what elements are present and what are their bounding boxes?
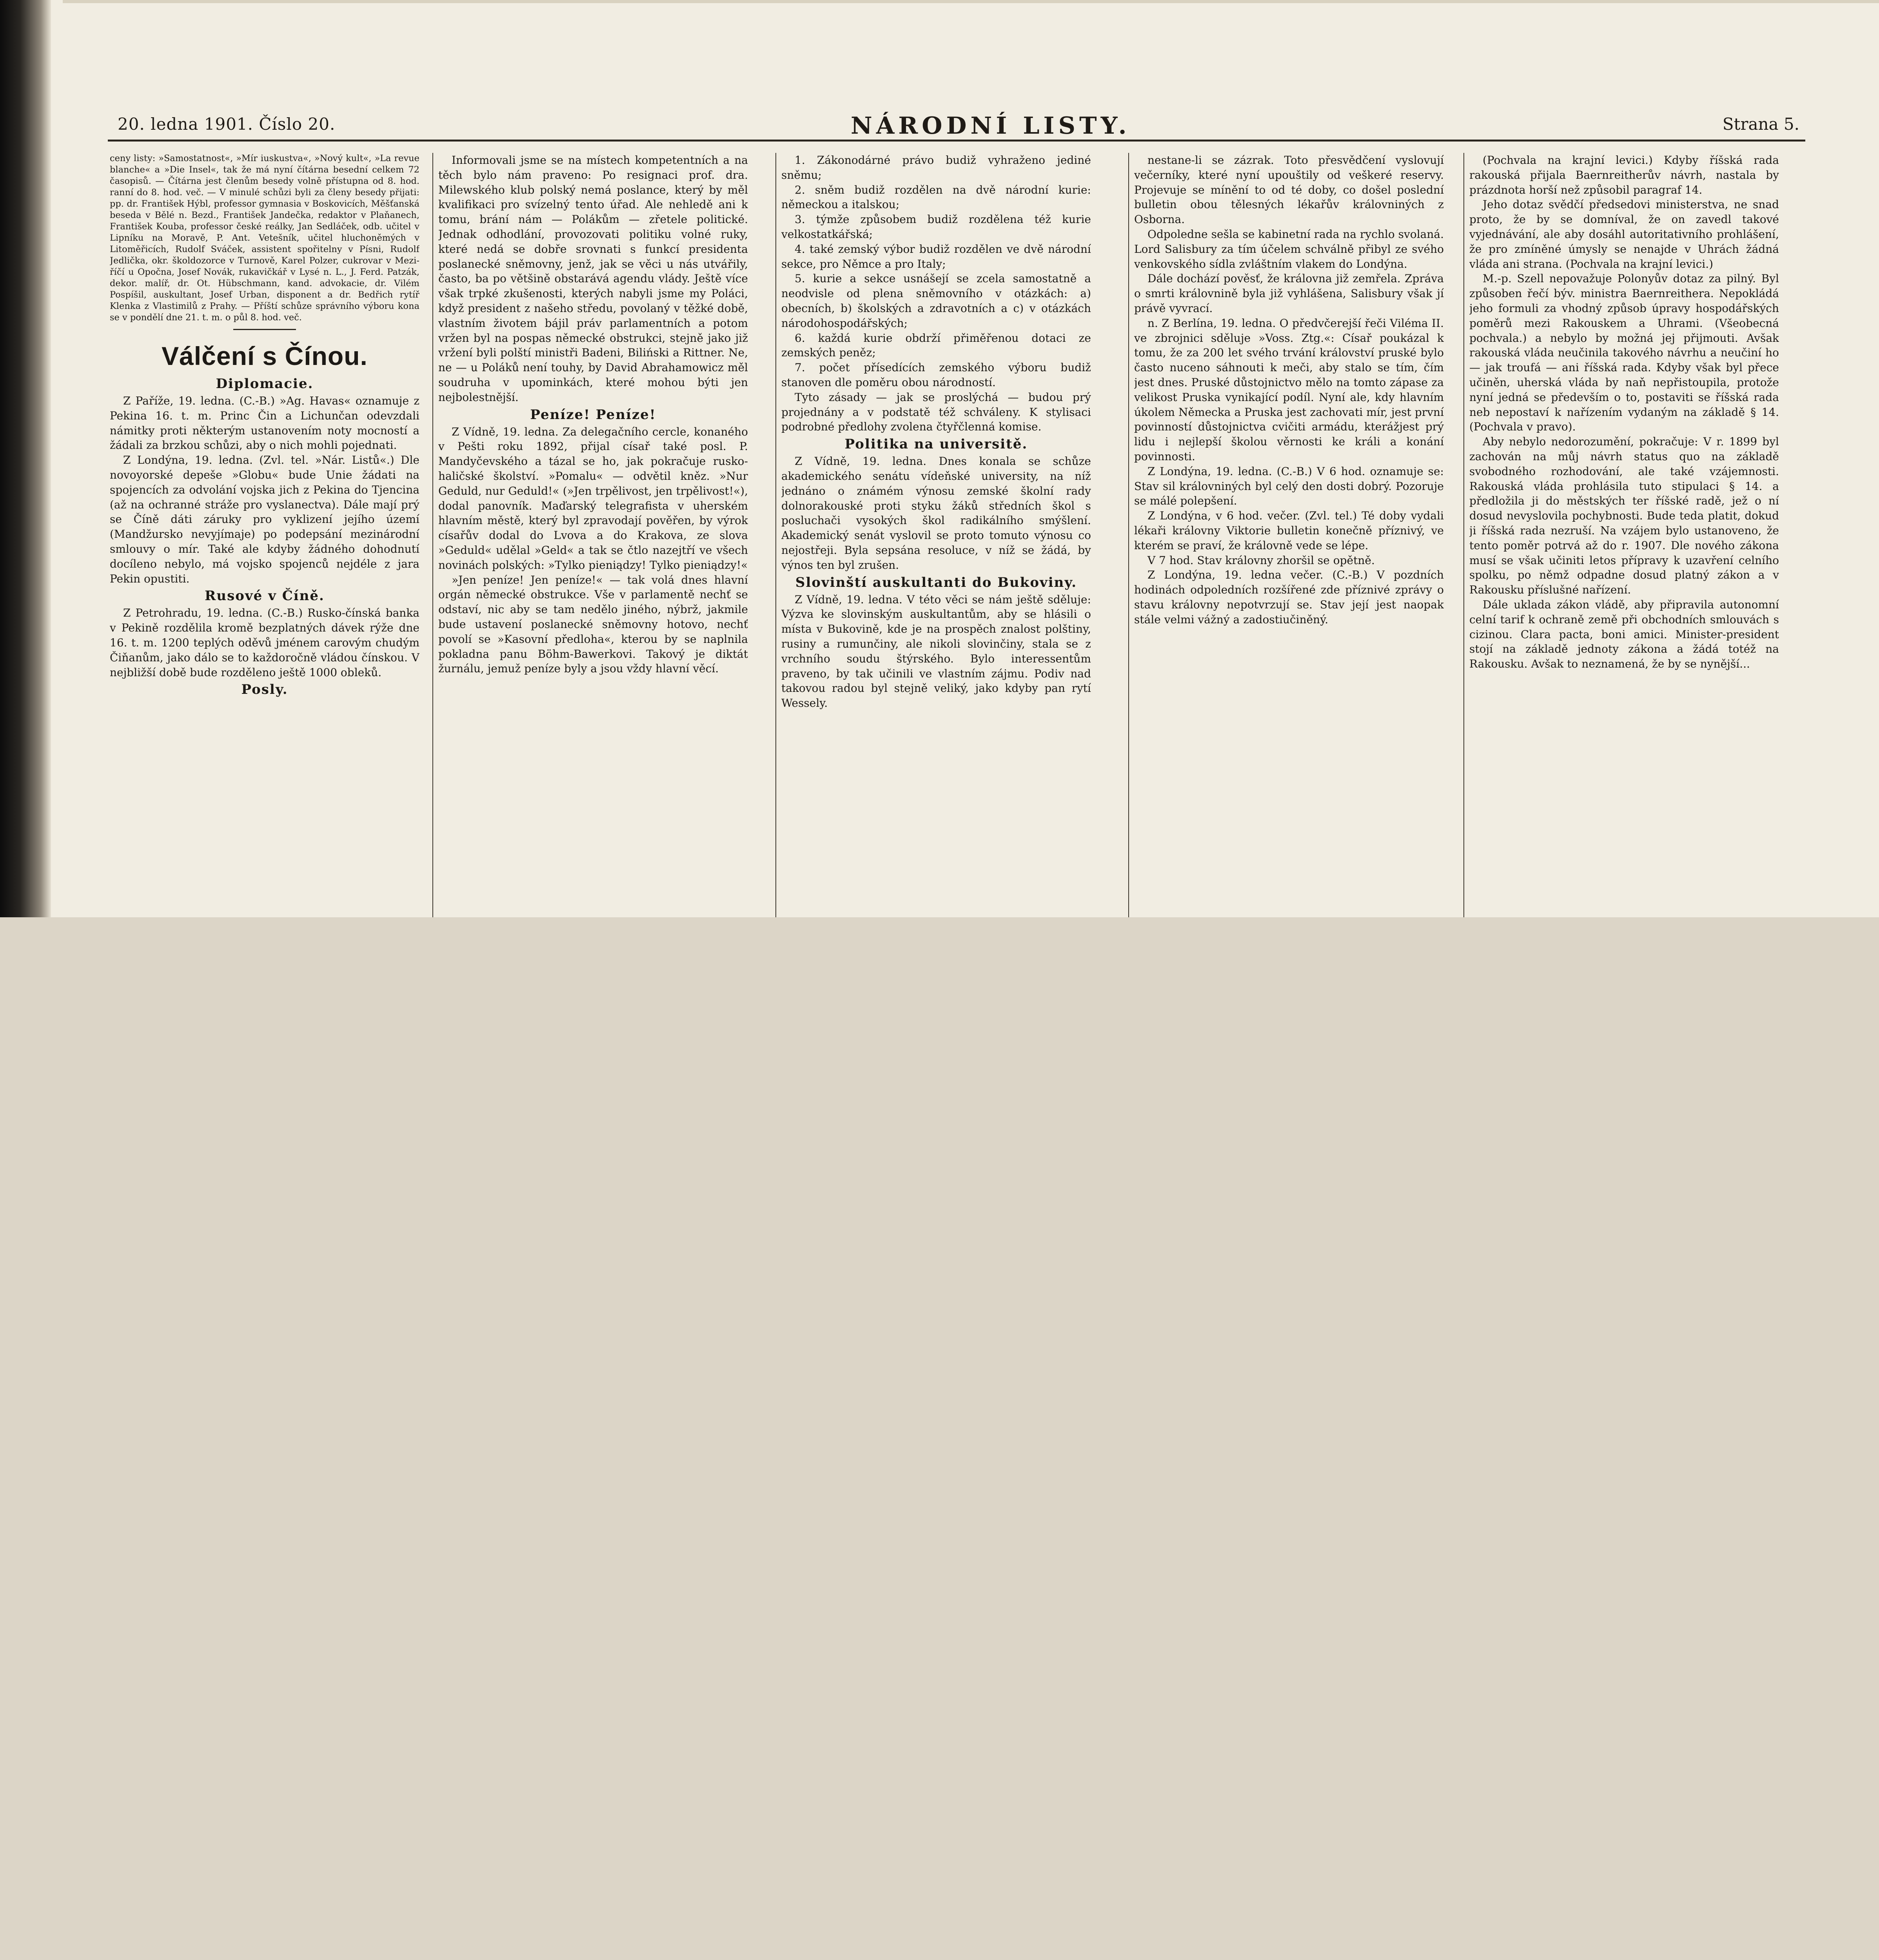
paragraph: Z Londýna, v 6 hod. večer. (Zvl. tel.) Té doby vydali lékaři královny Viktorie bulletin konečně příznivý, ve kterém se praví, že královně vede se lépe.	[1134, 509, 1444, 552]
paragraph: 4. také zemský výbor budiž rozdělen ve dvě národní sekce, pro Němce a pro Italy;	[781, 242, 1091, 270]
section-heading-war: Válčení s Čínou.	[162, 341, 368, 370]
paragraph: Aby nebylo nedorozumění, pokračuje: V r. 1899 byl zachován na můj návrh status quo na základě svobodného rozhodování, ale také vzájemnosti. Rakouská vláda prohlásila tuto stipulaci § 14. a předložila ji do městských ter říšské radě, jež o ní dosud nevyslovila pochybnosti. Bude teda platit, dokud ji říšská rada nezruší. Na vzájem bylo ustanoveno, že tento poměr potrvá až do r. 1907. Dle nového zákona musí se však učiniti letos přípravy k uzavření celního spolku, po němž odpadne dosud platný zákon a v Rakousku příslušné nařízení.	[1469, 435, 1779, 597]
paragraph: 5. kurie a sekce usnášejí se zcela samostatně a neodvisle od plena sněmovního v otázkách: a) obecních, b) školských a zdravotních a c) v otázkách národohospodářských;	[781, 272, 1091, 330]
column-divider	[432, 153, 433, 917]
top-edge	[63, 0, 1879, 3]
subheading-university-politics: Politika na universitě.	[844, 436, 1028, 452]
paragraph: Dále dochází pověsť, že královna již zemřela. Zpráva o smrti královnině byla již vyhlášena, Salisbury však jí právě vyvrací.	[1134, 272, 1444, 315]
running-header	[118, 114, 1799, 138]
paragraph: Z Londýna, 19. ledna. (Zvl. tel. »Nár. Listů«.) Dle novoyorské depeše »Globu« bude Unie žádati na spojencích za odvolání vojska jich z Pekina do Tjencina (až na ochranné stráže pro vyslanectva). Dále mají prý se Číně dáti záruky pro vyklizení jejího území (Mandžursko nevyjímaje) po podepsání mezinárodní smlouvy o mír. Také ale kdyby žádného dohodnutí docíleno nebylo, má vojsko spojenců nejdéle z jara Pekin opustiti.	[110, 454, 419, 585]
paragraph: Tyto zásady — jak se proslýchá — budou prý projednány a v podstatě též schváleny. K stylisaci podrobné předlohy zvolena čtyřčlenná komise.	[781, 390, 1091, 434]
paragraph: 3. týmže způsobem budiž rozdělena též kurie velkostatkářská;	[781, 213, 1091, 241]
subheading-envoys: Posly.	[241, 682, 288, 698]
paragraph: ceny listy: »Samostatnost«, »Mír iuskustva«, »Nový kult«, »La revue blanche« a »Die Insel«, tak že má nyní čítárna besední celkem 72 časopisů. — Čítárna jest členům besedy volně přístupna od 8. hod. ranní do 8. hod. več. — V minulé schůzi byli za členy besedy přijati: pp. dr. František Hýbl, professor gymnasia v Boskovicích, Měšťanská beseda v Bělé n. Bezd., František Jandečka, redaktor v Plaňanech, František Kouba, professor české reálky, Jan Sedláček, odb. učitel v Lipníku na Moravě, P. Ant. Vetešník, učitel hluchoněmých v Litoměřicích, Rudolf Sváček, assistent spořitelny v Písni, Rudolf Jedlička, okr. školdozorce v Turnově, Karel Polzer, cukrovar v Mezi-říčí u Opočna, Josef Novák, rukavičkář v Lysé n. L., J. Ferd. Patzák, dekor. malíř, dr. Ot. Hübschmann, kand. advokacie, dr. Vilém Pospíšil, auskultant, Josef Urban, disponent a dr. Bedřich rytíř Klenka z Vlastimilů z Prahy. — Příští schůze správního výboru kona se v pondělí dne 21. t. m. o půl 8. hod. več.	[110, 153, 419, 323]
paragraph: Dále uklada zákon vládě, aby připravila autonomní celní tarif k ochraně země při obchodních smlouvách s cizinou. Clara pacta, boni amici. Minister-president stojí na základě jednoty zákona a žádá totéž na Rakousku. Avšak to neznamená, že by se nynější...	[1469, 598, 1779, 671]
paragraph: Z Vídně, 19. ledna. V této věci se nám ještě sděluje: Výzva ke slovinským auskultantům, aby se hlásili o místa v Bukovině, kde je na prospěch znalost polštiny, rusiny a rumunčiny, ale nikoli slovinčiny, stala se z vrchního soudu štýrského. Bylo interessentům praveno, by tak učinili ve vlastním zájmu. Podiv nad takovou radou byl stejně veliký, jako kdyby pan rytí Wessely.	[781, 593, 1091, 710]
paragraph: M.-p. Szell nepovažuje Polonyův dotaz za pilný. Byl způsoben řečí býv. ministra Baernreithera. Nepokládá jeho formuli za vhodný způsob úpravy hospodářských poměrů mezi Rakouskem a Uhrami. (Všeobecná pochvala.) a nebylo by možná jej přijmouti. Avšak rakouská vláda neučinila takového návrhu a neučiní ho — jak troufá — ani říšská rada. Kdyby však byl přece učiněn, uherská vláda by naň nepřistoupila, protože nyní jedná se především o to, postaviti se říšská rada neb nepostaví k nařízením vydaným na základě § 14. (Pochvala v pravo).	[1469, 272, 1779, 434]
column-1	[110, 153, 419, 917]
paragraph: Z Londýna, 19. ledna večer. (C.-B.) V pozdních hodinách odpoledních rozšířené zde příznivé zprávy o stavu královny nepotvrzují se. Stav její jest naopak stále velmi vážný a zadostiučiněný.	[1134, 568, 1444, 626]
paragraph: 1. Zákonodárné právo budiž vyhraženo jediné sněmu;	[781, 154, 1091, 181]
page-number: Strana 5.	[1722, 114, 1799, 134]
subheading-slovene-auscultants: Slovinští auskultanti do Bukoviny.	[795, 574, 1077, 590]
paragraph: »Jen peníze! Jen peníze!« — tak volá dnes hlavní orgán německé obstrukce. Vše v parlamentě nechť se odstaví, nic aby se tam nedělo jiného, nýbrž, jakmile bude ustavení poslanecké sněmovny hotovo, nechť povolí se »Kasovní předloha«, kterou by se naplnila pokladna panu Böhm-Bawerkovi. Takový je diktát žurnálu, jemuž peníze byly a jsou vždy hlavní věcí.	[438, 573, 748, 675]
paragraph: Informovali jsme se na místech kompetentních a na těch bylo nám praveno: Po resignaci prof. dra. Milewského klub polský nemá poslance, který by měl kvalifikaci pro svízelný tento úřad. Ale nehledě ani k tomu, brání nám — Polákům — zřetele politické. Jednak odhodlání, provozovati politiku volné ruky, které nedá se dobře srovnati s funkcí presidenta poslanecké sněmovny, jenž, jak se věci u nás utvářily, často, ba po většině obstarává agendu vlády. Ještě více však trpké zkušenosti, kterých nabyli jsme my Poláci, když president z našeho středu, povolaný v těžké době, vlastním životem bájil práv parlamentních a potom vržen byl na pospas německé obstrukci, stejně jako již vržení byli polští ministři Badeni, Biliński a Rittner. Ne, ne — u Poláků není touhy, by David Abrahamowicz měl soudruha v upominkách, které mohou býti jen nejbolestnější.	[438, 154, 748, 404]
paragraph: (Pochvala na krajní levici.) Kdyby říšská rada rakouská přijala Baernreitherův návrh, nastala by prázdnota horší než způsobil paragraf 14.	[1469, 154, 1779, 196]
column-2	[438, 153, 748, 917]
paragraph: nestane-li se zázrak. Toto přesvědčení vyslovují večerníky, které nyní upouštily od veškeré reservy. Projevuje se mínění to od té doby, co došel poslední bulletin obou tělesných lékařův královniných z Osborna.	[1134, 154, 1444, 226]
book-binding-edge	[0, 0, 51, 917]
paragraph: 6. každá kurie obdrží přiměřenou dotaci ze zemských peněz;	[781, 331, 1091, 359]
column-3	[781, 153, 1091, 917]
paragraph: Jeho dotaz svědčí předsedovi ministerstva, ne snad proto, že by se domníval, že on zavedl takové vyjednávání, ale aby dosáhl autoritativního prohlášení, že pro zmíněné úmysly se nenajde v Uhrách žádná vláda ani strana. (Pochvala na krajní levici.)	[1469, 198, 1779, 270]
issue-date: 20. ledna 1901. Číslo 20.	[118, 114, 336, 134]
subheading-diplomacy: Diplomacie.	[216, 376, 314, 392]
section-rule	[233, 329, 296, 330]
paragraph: 7. počet přísedících zemského výboru budiž stanoven dle poměru obou národností.	[781, 361, 1091, 389]
column-5	[1469, 153, 1779, 917]
header-rule	[108, 140, 1805, 142]
column-divider	[1128, 153, 1129, 917]
paragraph: Z Petrohradu, 19. ledna. (C.-B.) Rusko-čínská banka v Pekině rozdělila kromě bezplatných dávek rýže dne 16. t. m. 1200 teplých oděvů jménem carovým chudým Čiňanům, jako dálo se to každoročně vládou čínskou. V nejbližší době bude rozděleno ještě 1000 obleků.	[110, 606, 419, 679]
column-divider	[775, 153, 776, 917]
paragraph: V 7 hod. Stav královny zhoršil se opětně.	[1147, 554, 1375, 567]
masthead: NÁRODNÍ LISTY.	[851, 112, 1131, 140]
paragraph: Z Vídně, 19. ledna. Dnes konala se schůze akademického senátu vídeňské university, na níž jednáno o známém výnosu zemské školní rady dolnorakouské proti styku žáků středních škol s posluchači vysokých škol radikálního smýšlení. Akademický senát vyslovil se proto tomuto výnosu co nejostřeji. Byla sepsána resoluce, v níž se žádá, by výnos ten byl zrušen.	[781, 455, 1091, 572]
paragraph: Odpoledne sešla se kabinetní rada na rychlo svolaná. Lord Salisbury za tím účelem schválně přibyl ze svého venkovského sídla zvláštním vlakem do Londýna.	[1134, 227, 1444, 270]
paragraph: n. Z Berlína, 19. ledna. O předvčerejší řeči Viléma II. ve zbrojnici sděluje »Voss. Ztg.«: Císař poukázal k tomu, že za 200 let svého trvání království pruské bylo často nuceno sáhnouti k meči, aby stalo se tím, čím jest dnes. Pruské důstojnictvo mělo na tomto zápase za velikost Pruska vynikající podíl. Nyní ale, kdy hlavním úkolem Německa a Pruska jest zachovati mír, jest první povinností důstojnictva cvičiti armádu, kterážjest prý lidu i nejlepší školou věrnosti ke králi a konání povinnosti.	[1134, 316, 1444, 463]
newspaper-page	[0, 0, 1879, 917]
paragraph: Z Londýna, 19. ledna. (C.-B.) V 6 hod. oznamuje se: Stav sil královniných byl celý den dosti dobrý. Pozoruje se málé polepšení.	[1134, 465, 1444, 508]
paragraph: Z Paříže, 19. ledna. (C.-B.) »Ag. Havas« oznamuje z Pekina 16. t. m. Princ Čin a Lichunčan odevzdali námitky proti některým ustanovením noty mocností a žádali za brzkou schůzi, aby o nich mohli pojednati.	[110, 394, 419, 452]
column-divider	[1463, 153, 1464, 917]
column-4	[1134, 153, 1444, 917]
subheading-russians: Rusové v Číně.	[205, 588, 325, 604]
paragraph: 2. sněm budiž rozdělen na dvě národní kurie: německou a italskou;	[781, 183, 1091, 211]
paragraph: Z Vídně, 19. ledna. Za delegačního cercle, konaného v Pešti roku 1892, přijal císař také posl. P. Mandyčevského a tázal se ho, jak pokračuje rusko-haličské školství. »Pomalu« — odvětil kněz. »Nur Geduld, nur Geduld!« (»Jen trpělivost, jen trpělivost!«), dodal panovník. Maďarský telegrafista v uherském hlavním městě, který byl zpravodají pověřen, by výrok císařův dodal do Lvova a do Krakova, ze slova »Geduld« udělal »Geld« a tak se čtlo nazejtří ve všech novinách polských: »Tylko pieniądzy! Tylko pieniądzy!«	[438, 425, 748, 572]
subheading-money: Peníze! Peníze!	[530, 407, 656, 423]
